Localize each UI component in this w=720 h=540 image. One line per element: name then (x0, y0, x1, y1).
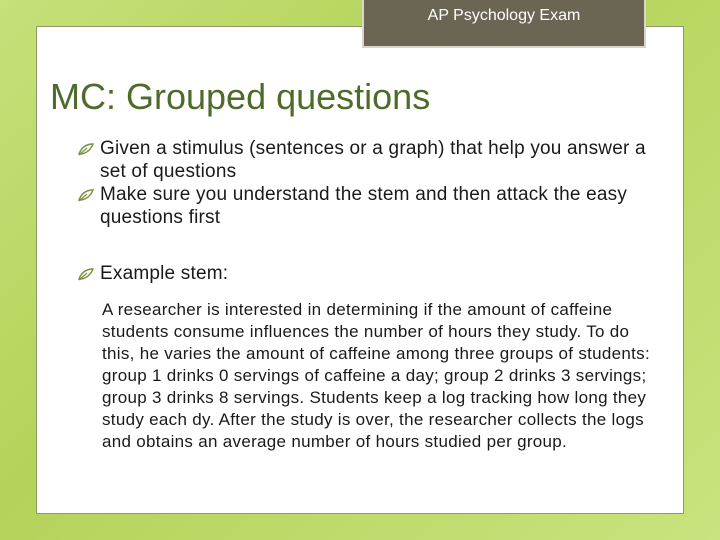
example-heading-item (78, 262, 658, 285)
example-stem-text: A researcher is interested in determining if the amount of caffeine students consume influences the number of hours they study. To do this, he varies the amount of caffeine among three groups of students: group 1 drinks 0 servings of caffeine a day; group 2 drinks 3 servings; group 3 drinks 8 servings. Students keep a log tracking how long they study each dy. After the study is over, the researcher collects the logs and obtains an average number of hours studied per group. (102, 300, 651, 451)
bullet-list (78, 137, 658, 285)
bullet-text: Make sure you understand the stem and then attack the easy questions first (100, 184, 628, 228)
example-heading: Example stem: (100, 263, 229, 284)
leaf-bullet-icon (78, 267, 94, 281)
leaf-bullet-icon (78, 188, 94, 202)
slide-title: MC: Grouped questions (50, 76, 431, 117)
bullet-item (78, 183, 658, 229)
bullet-text: Given a stimulus (sentences or a graph) that help you answer a set of questions (100, 138, 646, 182)
bullet-item (78, 137, 658, 183)
leaf-bullet-icon (78, 142, 94, 156)
header-label: AP Psychology Exam (362, 0, 646, 48)
